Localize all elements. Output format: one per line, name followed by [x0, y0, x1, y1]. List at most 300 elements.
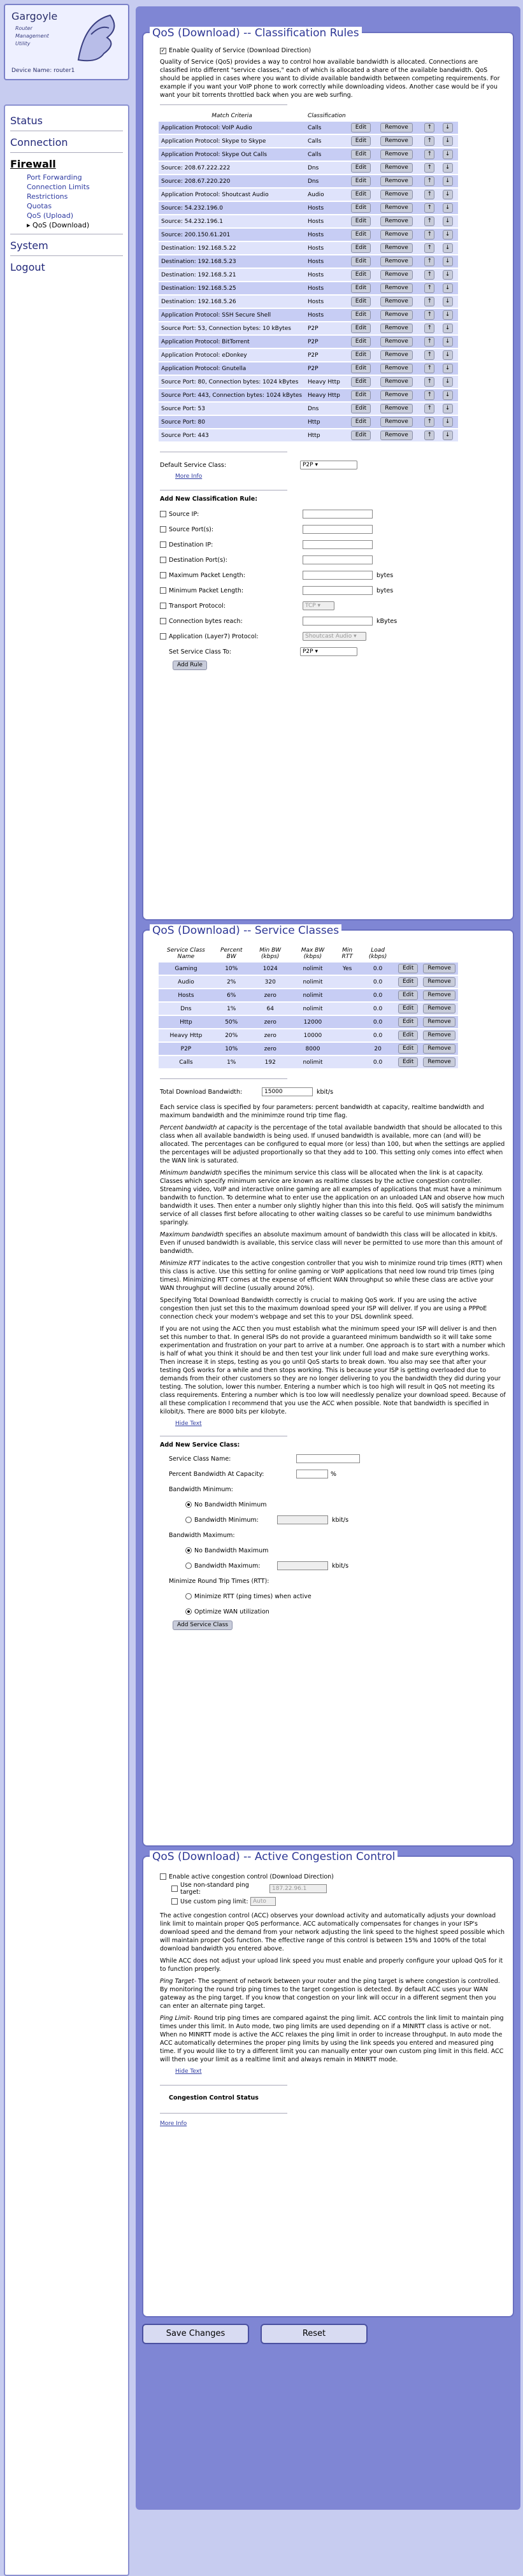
move-up-icon[interactable]: ↑ [424, 337, 434, 347]
move-down-icon[interactable]: ↓ [443, 377, 453, 387]
no-min-radio[interactable] [185, 1501, 192, 1508]
move-down-icon[interactable]: ↓ [443, 324, 453, 333]
remove-button[interactable]: Remove [380, 417, 413, 427]
edit-button[interactable]: Edit [351, 310, 371, 320]
table-row [159, 362, 458, 375]
move-down-icon[interactable]: ↓ [443, 243, 453, 253]
more-info-link[interactable]: More Info [175, 473, 203, 480]
class-cell [334, 1016, 360, 1028]
table-row [159, 122, 458, 134]
move-up-icon[interactable]: ↑ [424, 283, 434, 293]
move-up-icon[interactable]: ↑ [424, 243, 434, 253]
divider [160, 2085, 287, 2086]
bw-min-option-label: Bandwidth Minimum: [194, 1516, 259, 1524]
remove-button[interactable]: Remove [423, 1057, 455, 1067]
class-cell: Http [159, 1016, 213, 1028]
table-row [159, 416, 458, 428]
table-row [159, 962, 458, 975]
rule-match: Source: 208.67.220.220 [159, 175, 305, 187]
move-down-icon[interactable]: ↓ [443, 150, 453, 159]
move-up-icon[interactable]: ↑ [424, 324, 434, 333]
nav-logout[interactable]: Logout [10, 261, 45, 273]
move-down-icon[interactable]: ↓ [443, 310, 453, 320]
rule-field-input[interactable] [303, 617, 373, 626]
device-name: Device Name: router1 [11, 68, 75, 74]
move-up-icon[interactable]: ↑ [424, 190, 434, 199]
edit-button[interactable]: Edit [398, 1044, 418, 1054]
remove-button[interactable]: Remove [423, 991, 455, 1000]
edit-button[interactable]: Edit [351, 324, 371, 333]
percent-bw-input[interactable] [296, 1470, 328, 1478]
rule-match: Destination: 192.168.5.22 [159, 242, 305, 254]
add-service-class-button[interactable]: Add Service Class [173, 1621, 233, 1630]
class-cell: zero [250, 989, 291, 1001]
rtt-optimize-radio[interactable] [185, 1608, 192, 1615]
ping-limit-input[interactable]: Auto [250, 1897, 276, 1906]
enable-qos-checkbox[interactable]: ✓ [161, 47, 166, 54]
rule-class: Hosts [305, 309, 348, 321]
move-up-icon[interactable]: ↑ [424, 163, 434, 173]
rule-class: P2P [305, 336, 348, 348]
no-max-label: No Bandwidth Maximum [194, 1547, 269, 1554]
class-cell: Heavy Http [159, 1029, 213, 1041]
table-row [159, 135, 458, 147]
nav-restrictions[interactable]: Restrictions [27, 192, 68, 201]
edit-button[interactable]: Edit [351, 217, 371, 226]
remove-button[interactable]: Remove [380, 243, 413, 253]
edit-button[interactable]: Edit [351, 337, 371, 347]
acc-status-title: Congestion Control Status [169, 2094, 259, 2101]
remove-button[interactable]: Remove [423, 1044, 455, 1054]
class-cell: Hosts [159, 989, 213, 1001]
remove-button[interactable]: Remove [380, 431, 413, 440]
remove-button[interactable]: Remove [380, 203, 413, 213]
remove-button[interactable]: Remove [380, 390, 413, 400]
class-cell: 0.0 [360, 1056, 396, 1068]
nav-quotas[interactable]: Quotas [27, 202, 52, 210]
rule-class: Hosts [305, 282, 348, 294]
help-no-acc: If you are not using the ACC then you must establish what the minimum speed your ISP will deliver is and then set this number to that. In general ISPs do not provide a guaranteed minimum bandwidth so it will take some experimentation and frustration on your part to arrive at a number. One approach is to start with a number which is half of what you think it should be and then test your link under full load and make sure everything works. Then increase it in steps, testing as you go until QoS starts to break down. You also may see that after your testing QoS works for a while and then stops working. This is because your ISP is getting overloaded due to demands from their other customers so they are no longer delivering to you the bandwidth they did during your testing. The solution, lower this number. Entering a number which is too high will result in QoS not meeting its class requirements. Entering a number which is too low will needlessly penalize your download speed. Because of all these complication I recommend that you use the ACC when possible. Note that bandwidth is specified in kilobit/s. There are 8000 bits per kilobyte. [160, 1326, 506, 1415]
move-down-icon[interactable]: ↓ [443, 337, 453, 347]
move-up-icon[interactable]: ↑ [424, 404, 434, 413]
remove-button[interactable]: Remove [380, 176, 413, 186]
remove-button[interactable]: Remove [423, 1004, 455, 1013]
divider [160, 104, 287, 105]
action-bar [142, 2324, 514, 2344]
class-cell: Yes [334, 962, 360, 975]
rule-field-checkbox[interactable] [160, 511, 166, 517]
remove-button[interactable]: Remove [380, 217, 413, 226]
hide-text-link[interactable]: Hide Text [175, 1420, 202, 1427]
nav-firewall[interactable]: Firewall [10, 158, 56, 170]
edit-button[interactable]: Edit [351, 176, 371, 186]
rule-field-input[interactable] [303, 510, 373, 519]
nav-qos-upload[interactable]: QoS (Upload) [27, 211, 73, 220]
total-bw-input[interactable]: 15000 [262, 1087, 313, 1096]
rule-match: Application Protocol: Gnutella [159, 362, 305, 375]
edit-button[interactable]: Edit [351, 243, 371, 253]
edit-button[interactable]: Edit [351, 257, 371, 266]
edit-button[interactable]: Edit [351, 431, 371, 440]
class-cell: 20% [213, 1029, 250, 1041]
bw-max-label: Bandwidth Maximum: [169, 1531, 235, 1539]
default-class-select[interactable]: P2P ▾ [300, 461, 357, 469]
edit-button[interactable]: Edit [351, 270, 371, 280]
edit-button[interactable]: Edit [351, 123, 371, 132]
nav-system[interactable]: System [10, 240, 48, 252]
nav-port-forwarding[interactable]: Port Forwarding [27, 173, 82, 182]
class-cell [334, 1003, 360, 1015]
sidebar [4, 4, 129, 2576]
edit-button[interactable]: Edit [351, 297, 371, 306]
rule-field-label: Maximum Packet Length: [169, 571, 245, 579]
rule-class: Dns [305, 403, 348, 415]
table-row [159, 202, 458, 214]
service-classes-title: QoS (Download) -- Service Classes [150, 924, 341, 937]
remove-button[interactable]: Remove [380, 297, 413, 306]
logo-subtitle-3: Utility [15, 41, 31, 47]
enable-acc-checkbox[interactable] [160, 1873, 166, 1880]
move-up-icon[interactable]: ↑ [424, 377, 434, 387]
help-params: Each service class is specified by four parameters: percent bandwidth at capacity, realtime bandwidth and maximum bandwidth and the minimimze round trip time flag. [160, 1104, 484, 1119]
rule-field-label: Destination Port(s): [169, 556, 227, 564]
move-up-icon[interactable]: ↑ [424, 364, 434, 373]
move-up-icon[interactable]: ↑ [424, 350, 434, 360]
class-cell: nolimit [291, 1003, 334, 1015]
rule-class: Audio [305, 189, 348, 201]
move-down-icon[interactable]: ↓ [443, 283, 453, 293]
rule-field-checkbox[interactable] [160, 618, 166, 624]
remove-button[interactable]: Remove [423, 977, 455, 987]
remove-button[interactable]: Remove [380, 310, 413, 320]
bw-min-input[interactable] [277, 1515, 328, 1524]
bw-max-option-label: Bandwidth Maximum: [194, 1562, 261, 1570]
divider [160, 2113, 287, 2114]
current-arrow-icon: ▸ [27, 221, 33, 229]
move-down-icon[interactable]: ↓ [443, 217, 453, 226]
move-down-icon[interactable]: ↓ [443, 390, 453, 400]
class-name-input[interactable] [296, 1454, 360, 1463]
service-classes-section [142, 924, 514, 1847]
rule-match: Source: 54.232.196.0 [159, 202, 305, 214]
move-up-icon[interactable]: ↑ [424, 203, 434, 213]
table-row [159, 269, 458, 281]
class-cell: 20 [360, 1043, 396, 1055]
move-down-icon[interactable]: ↓ [443, 163, 453, 173]
rule-class: Calls [305, 122, 348, 134]
rule-class: Hosts [305, 269, 348, 281]
class-cell: 0.0 [360, 976, 396, 988]
move-down-icon[interactable]: ↓ [443, 203, 453, 213]
edit-button[interactable]: Edit [351, 350, 371, 360]
bw-min-label: Bandwidth Minimum: [169, 1485, 233, 1493]
move-up-icon[interactable]: ↑ [424, 150, 434, 159]
rule-match: Destination: 192.168.5.21 [159, 269, 305, 281]
class-cell: 1% [213, 1003, 250, 1015]
rule-match: Source Port: 80 [159, 416, 305, 428]
remove-button[interactable]: Remove [380, 123, 413, 132]
help-total-bw: Specifying Total Download Bandwidth correctly is crucial to making QoS work. If you are using the active congestion then just set this to the maximum download speed your ISP will deliver. If you are using a PPPoE connection check your modem's webpage and set this to your DSL downlink speed. [160, 1297, 487, 1320]
table-row [159, 989, 458, 1001]
table-row [159, 1043, 458, 1055]
bw-max-radio[interactable] [185, 1563, 192, 1569]
move-up-icon[interactable]: ↑ [424, 257, 434, 266]
move-down-icon[interactable]: ↓ [443, 350, 453, 360]
rule-match: Application Protocol: SSH Secure Shell [159, 309, 305, 321]
remove-button[interactable]: Remove [380, 283, 413, 293]
set-class-select[interactable]: P2P ▾ [300, 647, 357, 656]
col-match-criteria: Match Criteria [211, 113, 252, 119]
classification-table [159, 110, 458, 443]
rule-field-label: Source IP: [169, 510, 199, 518]
move-down-icon[interactable]: ↓ [443, 431, 453, 440]
edit-button[interactable]: Edit [398, 964, 418, 973]
class-cell: 0.0 [360, 1016, 396, 1028]
rule-match: Source: 54.232.196.1 [159, 215, 305, 227]
remove-button[interactable]: Remove [380, 337, 413, 347]
rule-class: P2P [305, 362, 348, 375]
add-rule-form [150, 506, 506, 644]
rule-class: P2P [305, 349, 348, 361]
edit-button[interactable]: Edit [351, 417, 371, 427]
move-down-icon[interactable]: ↓ [443, 176, 453, 186]
remove-button[interactable]: Remove [380, 270, 413, 280]
rule-field-input[interactable] [303, 586, 373, 595]
move-down-icon[interactable]: ↓ [443, 230, 453, 240]
move-up-icon[interactable]: ↑ [424, 136, 434, 146]
rule-field-unit: bytes [376, 571, 394, 579]
service-class-rows [159, 962, 458, 1068]
nav-status[interactable]: Status [10, 115, 43, 127]
class-cell: Calls [159, 1056, 213, 1068]
rule-class: Hosts [305, 202, 348, 214]
edit-button[interactable]: Edit [351, 203, 371, 213]
move-down-icon[interactable]: ↓ [443, 190, 453, 199]
rule-match: Source Port: 80, Connection bytes: 1024 kBytes [159, 376, 305, 388]
gargoyle-logo-icon [72, 9, 123, 66]
class-cell: Gaming [159, 962, 213, 975]
rule-field-checkbox[interactable] [160, 587, 166, 594]
class-cell: 320 [250, 976, 291, 988]
logo-subtitle-1: Router [15, 25, 32, 31]
edit-button[interactable]: Edit [398, 1004, 418, 1013]
rule-match: Application Protocol: Skype Out Calls [159, 148, 305, 161]
edit-button[interactable]: Edit [398, 991, 418, 1000]
remove-button[interactable]: Remove [380, 377, 413, 387]
rule-class: Hosts [305, 296, 348, 308]
table-row [159, 242, 458, 254]
edit-button[interactable]: Edit [351, 230, 371, 240]
rule-field-select[interactable]: Shoutcast Audio ▾ [303, 632, 366, 641]
rule-field-checkbox[interactable] [160, 526, 166, 533]
move-down-icon[interactable]: ↓ [443, 270, 453, 280]
rule-field-input[interactable] [303, 555, 373, 564]
move-up-icon[interactable]: ↑ [424, 123, 434, 132]
rule-field-unit: bytes [376, 587, 394, 594]
move-up-icon[interactable]: ↑ [424, 310, 434, 320]
move-up-icon[interactable]: ↑ [424, 390, 434, 400]
edit-button[interactable]: Edit [351, 283, 371, 293]
edit-button[interactable]: Edit [398, 1031, 418, 1040]
move-down-icon[interactable]: ↓ [443, 257, 453, 266]
class-col-header: Percent BW [220, 947, 243, 960]
remove-button[interactable]: Remove [423, 964, 455, 973]
class-col-header: Min BW (kbps) [259, 947, 282, 960]
move-up-icon[interactable]: ↑ [424, 431, 434, 440]
nav-qos-download[interactable] [27, 220, 123, 230]
reset-button[interactable]: Reset [261, 2324, 368, 2344]
remove-button[interactable]: Remove [380, 163, 413, 173]
move-up-icon[interactable]: ↑ [424, 270, 434, 280]
logo-subtitle-2: Management [15, 33, 49, 39]
bw-min-radio[interactable] [185, 1517, 192, 1523]
class-cell [334, 1056, 360, 1068]
edit-button[interactable]: Edit [351, 190, 371, 199]
acc-section [142, 1850, 514, 2317]
edit-button[interactable]: Edit [351, 364, 371, 373]
class-cell: 0.0 [360, 1029, 396, 1041]
move-up-icon[interactable]: ↑ [424, 217, 434, 226]
rule-match: Source Port: 443, Connection bytes: 1024 kBytes [159, 389, 305, 401]
class-cell: nolimit [291, 989, 334, 1001]
move-down-icon[interactable]: ↓ [443, 417, 453, 427]
bw-min-unit: kbit/s [332, 1516, 349, 1524]
nav-connection[interactable]: Connection [10, 136, 68, 148]
save-changes-button[interactable]: Save Changes [142, 2324, 249, 2344]
table-row [159, 322, 458, 334]
move-down-icon[interactable]: ↓ [443, 136, 453, 146]
rule-field-input[interactable] [303, 540, 373, 549]
remove-button[interactable]: Remove [380, 364, 413, 373]
nav-connection-limits[interactable]: Connection Limits [27, 183, 90, 191]
no-max-radio[interactable] [185, 1547, 192, 1554]
rule-class: Heavy Http [305, 389, 348, 401]
ping-target-input[interactable]: 187.22.96.1 [269, 1884, 327, 1893]
rule-field-checkbox[interactable] [160, 633, 166, 640]
rule-field-checkbox[interactable] [160, 541, 166, 548]
acc-more-info-link[interactable]: More Info [160, 2121, 187, 2127]
set-class-label: Set Service Class To: [169, 648, 231, 655]
acc-help-4: Ping Limit- Round trip ping times are compared against the ping limit. ACC controls the link limit to maintain ping times under this limit. In Auto mode, two ping limits are used depending on if a MINRTT class is active or not. When no MINRTT mode is active the ACC relaxes the ping limit in order to increase throughput. In auto mode the ACC automatically determines the proper ping limits by using the link speeds you entered and measured ping time. If you would like to try a different limit you can manually enter your own custom ping limit in this field. ACC will then use your limit as a realtime limit and always remain in MINRTT mode. [160, 2015, 504, 2063]
edit-button[interactable]: Edit [398, 1017, 418, 1027]
class-cell: nolimit [291, 976, 334, 988]
rule-field-label: Connection bytes reach: [169, 617, 243, 625]
remove-button[interactable]: Remove [380, 257, 413, 266]
logo-title: Gargoyle [11, 10, 58, 22]
class-cell [334, 976, 360, 988]
table-row [159, 389, 458, 401]
edit-button[interactable]: Edit [398, 1057, 418, 1067]
rule-field-input[interactable] [303, 571, 373, 580]
rule-field-label: Transport Protocol: [169, 602, 226, 610]
remove-button[interactable]: Remove [380, 324, 413, 333]
custom-ping-checkbox[interactable] [171, 1898, 178, 1905]
move-down-icon[interactable]: ↓ [443, 404, 453, 413]
edit-button[interactable]: Edit [351, 377, 371, 387]
move-up-icon[interactable]: ↑ [424, 417, 434, 427]
rule-field-label: Source Port(s): [169, 526, 214, 533]
rule-field-label: Application (Layer7) Protocol: [169, 633, 259, 640]
class-cell: 0.0 [360, 962, 396, 975]
edit-button[interactable]: Edit [351, 163, 371, 173]
move-up-icon[interactable]: ↑ [424, 297, 434, 306]
table-row [159, 282, 458, 294]
classification-intro: Quality of Service (QoS) provides a way to control how available bandwidth is allocated. Connections are classified into different "service classes," each of which is allocated a share of the available bandwidth. QoS should be applied in cases where you want to divide available bandwidth between competing requirements. For example if you want your VoIP phone to work correctly while downloading videos. Another case would be if you want your bit torrents throttled back when you are web surfing. [160, 59, 500, 99]
remove-button[interactable]: Remove [380, 190, 413, 199]
rule-field-checkbox[interactable] [160, 572, 166, 578]
table-row [159, 336, 458, 348]
table-row [159, 309, 458, 321]
total-bw-label: Total Download Bandwidth: [160, 1088, 243, 1096]
remove-button[interactable]: Remove [423, 1031, 455, 1040]
move-up-icon[interactable]: ↑ [424, 230, 434, 240]
class-cell: nolimit [291, 962, 334, 975]
rule-class: Calls [305, 135, 348, 147]
move-down-icon[interactable]: ↓ [443, 364, 453, 373]
edit-button[interactable]: Edit [351, 390, 371, 400]
move-down-icon[interactable]: ↓ [443, 297, 453, 306]
class-cell: zero [250, 1043, 291, 1055]
move-down-icon[interactable]: ↓ [443, 123, 453, 132]
total-bw-unit: kbit/s [317, 1088, 334, 1096]
rule-field-label: Destination IP: [169, 541, 213, 548]
rtt-label: Minimize Round Trip Times (RTT): [169, 1577, 269, 1585]
rule-match: Application Protocol: VoIP Audio [159, 122, 305, 134]
enable-qos-label: Enable Quality of Service (Download Direction) [169, 47, 312, 54]
class-col-header: Min RTT [341, 947, 353, 960]
class-cell: 50% [213, 1016, 250, 1028]
class-col-header: Max BW (kbps) [301, 947, 325, 960]
rule-field-select[interactable]: TCP ▾ [303, 601, 334, 610]
edit-button[interactable]: Edit [398, 977, 418, 987]
remove-button[interactable]: Remove [380, 150, 413, 159]
edit-button[interactable]: Edit [351, 150, 371, 159]
remove-button[interactable]: Remove [380, 350, 413, 360]
edit-button[interactable]: Edit [351, 136, 371, 146]
rule-class: Dns [305, 162, 348, 174]
help-minimum: Minimum bandwidth specifies the minimum service this class will be allocated when the link is at capacity. Classes which specify minimum service are known as realtime classes by the active congestion controller. Streaming video, VoIP and interactive online gaming are all examples of applications that must have a minimum bandwith to function. To determine what to enter use the application on an unloaded LAN and observe how much bandwidth it uses. Then enter a number only slightly higher than this into this field. QoS will satisfy the minimum service of all classes first before allocating to other waiting classes so be careful to use minimum bandwidths sparingly. [160, 1170, 505, 1226]
bw-max-input[interactable] [277, 1561, 328, 1570]
edit-button[interactable]: Edit [351, 404, 371, 413]
add-rule-button[interactable]: Add Rule [173, 661, 207, 670]
class-cell: 1024 [250, 962, 291, 975]
rtt-minimize-radio[interactable] [185, 1593, 192, 1599]
class-name-label: Service Class Name: [169, 1455, 231, 1463]
rule-field-checkbox[interactable] [160, 557, 166, 563]
nonstd-ping-checkbox[interactable] [171, 1885, 178, 1892]
nav-menu [4, 104, 129, 2576]
class-cell: Audio [159, 976, 213, 988]
acc-hide-text-link[interactable]: Hide Text [175, 2068, 202, 2075]
rtt-optimize-label: Optimize WAN utilization [194, 1608, 269, 1615]
class-cell: 6% [213, 989, 250, 1001]
move-up-icon[interactable]: ↑ [424, 176, 434, 186]
class-cell: P2P [159, 1043, 213, 1055]
remove-button[interactable]: Remove [423, 1017, 455, 1027]
rule-match: Application Protocol: BitTorrent [159, 336, 305, 348]
nav-qos-download-label: QoS (Download) [32, 221, 90, 229]
col-classification: Classification [308, 113, 346, 119]
remove-button[interactable]: Remove [380, 404, 413, 413]
remove-button[interactable]: Remove [380, 136, 413, 146]
acc-help-3: Ping Target- The segment of network between your router and the ping target is where congestion is controlled. By monitoring the round trip ping times to the target congestion is detected. By default ACC uses your WAN gateway as the ping target. If you know that congestion on your link will occur in a different segment then you can enter an alternate ping target. [160, 1978, 500, 2010]
rule-field-input[interactable] [303, 525, 373, 534]
classification-rows [159, 122, 458, 441]
remove-button[interactable]: Remove [380, 230, 413, 240]
rule-class: Hosts [305, 229, 348, 241]
class-cell [334, 1029, 360, 1041]
rule-field-checkbox[interactable] [160, 603, 166, 609]
